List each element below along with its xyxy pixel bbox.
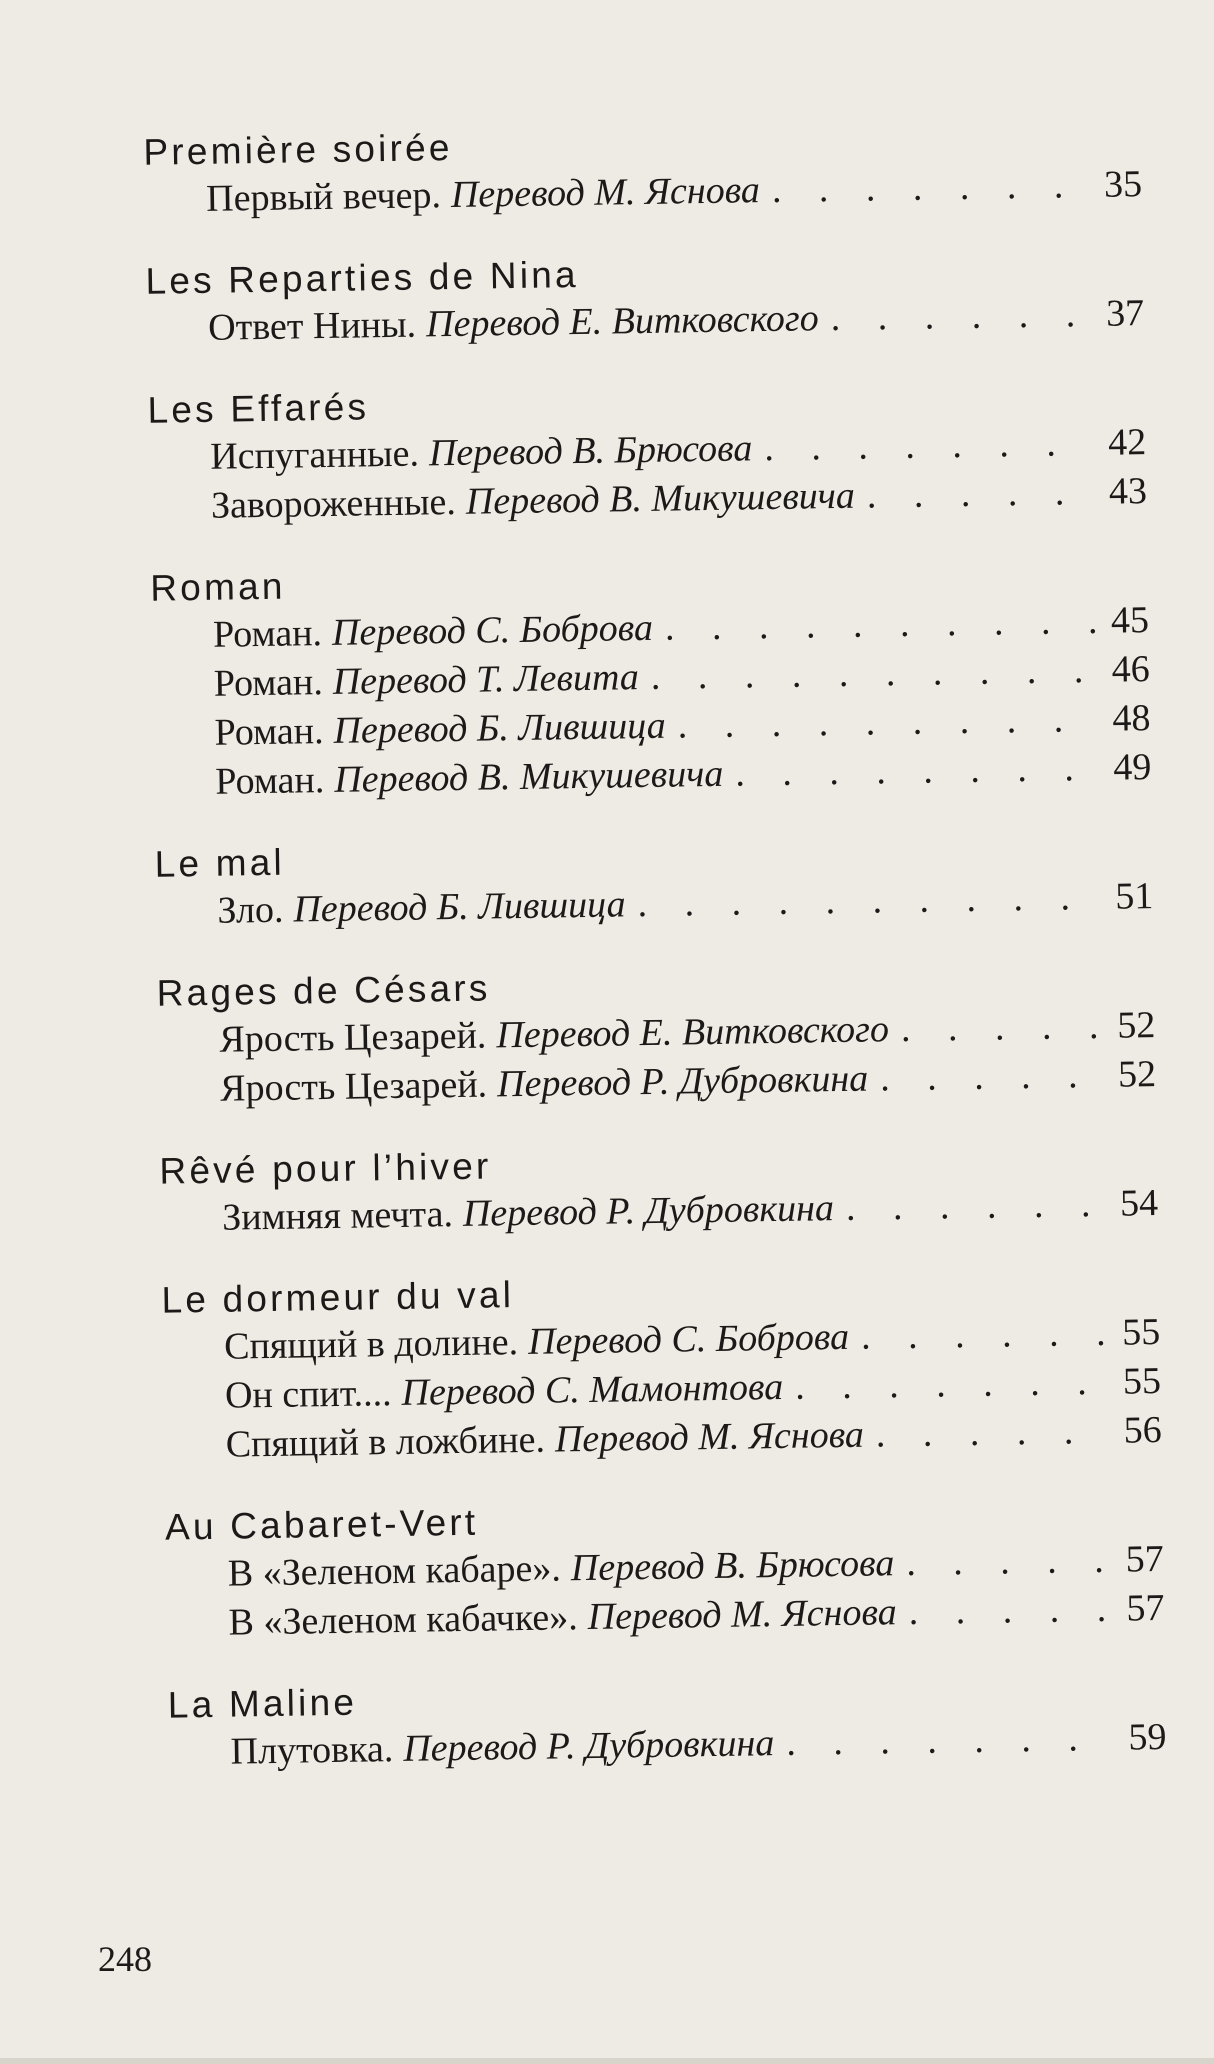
russian-title: Роман. [212,612,323,656]
russian-title: Роман. [214,710,324,754]
dot-leader [637,873,1102,929]
dot-leader [906,1536,1112,1588]
russian-title: Испуганные. [209,432,420,478]
russian-title: Роман. [213,661,324,705]
toc-section [134,550,1152,808]
poem-title: Au Cabaret-Vert [164,1501,479,1548]
poem-title: La Maline [167,1681,358,1726]
translator: Перевод Б. Лившица [333,704,667,752]
dot-leader [901,1002,1104,1054]
translator: Перевод Е. Витковского [496,1008,890,1057]
page-ref: 42 [1107,421,1147,464]
page-ref: 45 [1110,599,1150,642]
poem-title: Le dormeur du val [161,1274,515,1321]
toc-section [143,1133,1158,1244]
translator: Перевод В. Брюсова [570,1542,895,1590]
russian-title: Зимняя мечта. [221,1193,454,1239]
translator: Перевод М. Яснова [587,1591,897,1639]
translator: Перевод М. Яснова [554,1413,865,1461]
dot-leader [795,1358,1110,1412]
page-ref: 46 [1111,648,1151,691]
page-ref: 49 [1112,746,1152,789]
dot-leader [846,1180,1107,1233]
translator: Перевод С. Боброва [331,606,654,654]
translation-list [141,1001,1156,1115]
translator: Перевод Б. Лившица [293,883,626,931]
russian-title: В «Зеленом кабачке». [228,1596,579,1644]
dot-leader [861,1309,1109,1362]
page-ref: 54 [1119,1182,1159,1225]
russian-title: Спящий в ложбине. [225,1418,546,1466]
dot-leader [650,646,1098,702]
dot-leader [908,1585,1113,1637]
russian-title: Плутовка. [230,1728,394,1773]
toc-section [138,826,1153,937]
translator: Перевод Е. Витковского [425,297,819,346]
translator: Перевод Т. Левита [332,656,640,703]
translator: Перевод Р. Дубровкина [462,1187,835,1235]
russian-title: Спящий в долине. [223,1321,519,1368]
page-ref: 51 [1114,875,1154,918]
translator: Перевод В. Микушевича [465,474,856,523]
page-ref: 56 [1123,1408,1162,1452]
table-of-contents [127,114,1167,1778]
toc-section [131,372,1147,532]
dot-leader [735,744,1100,799]
dot-leader [764,419,1095,473]
russian-title: Роман. [215,759,325,803]
dot-leader [771,161,1090,215]
page-number: 248 [98,1939,152,1979]
page-ref: 57 [1125,1537,1165,1581]
dot-leader [866,468,1095,521]
page-ref: 57 [1126,1586,1165,1630]
translator: Перевод В. Микушевича [333,752,724,801]
translation-list [146,1308,1162,1471]
dot-leader [677,695,1099,751]
translation-list [135,596,1152,808]
poem-title: Les Effarés [147,386,370,431]
page-ref: 55 [1122,1359,1162,1403]
translation-list [149,1535,1164,1649]
toc-section [145,1262,1162,1471]
translator: Перевод В. Брюсова [428,427,753,475]
translator: Перевод С. Мамонтова [401,1365,784,1414]
toc-section [140,955,1156,1115]
poem-title: Roman [149,565,286,609]
poem-title: Première soirée [143,126,453,173]
dot-leader [665,597,1098,653]
russian-title: Зло. [217,888,284,932]
page-ref: 35 [1103,163,1143,206]
toc-section [152,1667,1167,1778]
page-ref: 37 [1105,292,1145,335]
page-ref: 43 [1108,470,1148,513]
russian-title: Ярость Цезарей. [219,1014,487,1061]
toc-section [149,1489,1165,1649]
page-ref: 48 [1112,697,1151,740]
russian-title: Он спит.... [224,1372,392,1417]
dot-leader [875,1407,1110,1460]
toc-section [127,114,1142,225]
translator: Перевод С. Боброва [527,1315,850,1363]
translation-list [132,418,1147,532]
translator: Перевод Р. Дубровкина [402,1722,775,1770]
page-ref: 59 [1128,1715,1167,1759]
russian-title: В «Зеленом кабаре». [227,1547,562,1595]
page-ref: 55 [1121,1310,1161,1354]
page-ref: 52 [1117,1053,1157,1096]
russian-title: Ярость Цезарей. [219,1063,488,1110]
russian-title: Завороженные. [210,480,457,527]
dot-leader [880,1051,1105,1104]
poem-title: Les Reparties de Nina [145,253,580,302]
page-ref: 52 [1116,1004,1156,1047]
dot-leader [830,290,1092,343]
poem-title: Rages de Césars [156,967,491,1014]
toc-section [129,243,1144,354]
russian-title: Первый вечер. [205,174,442,220]
poem-title: Rêvé pour l’hiver [159,1145,492,1192]
translator: Перевод М. Яснова [450,169,761,216]
russian-title: Ответ Нины. [207,303,417,349]
poem-title: Le mal [154,841,286,885]
translator: Перевод Р. Дубровкина [496,1057,869,1106]
page-edge [0,2058,1214,2064]
dot-leader [786,1714,1115,1768]
